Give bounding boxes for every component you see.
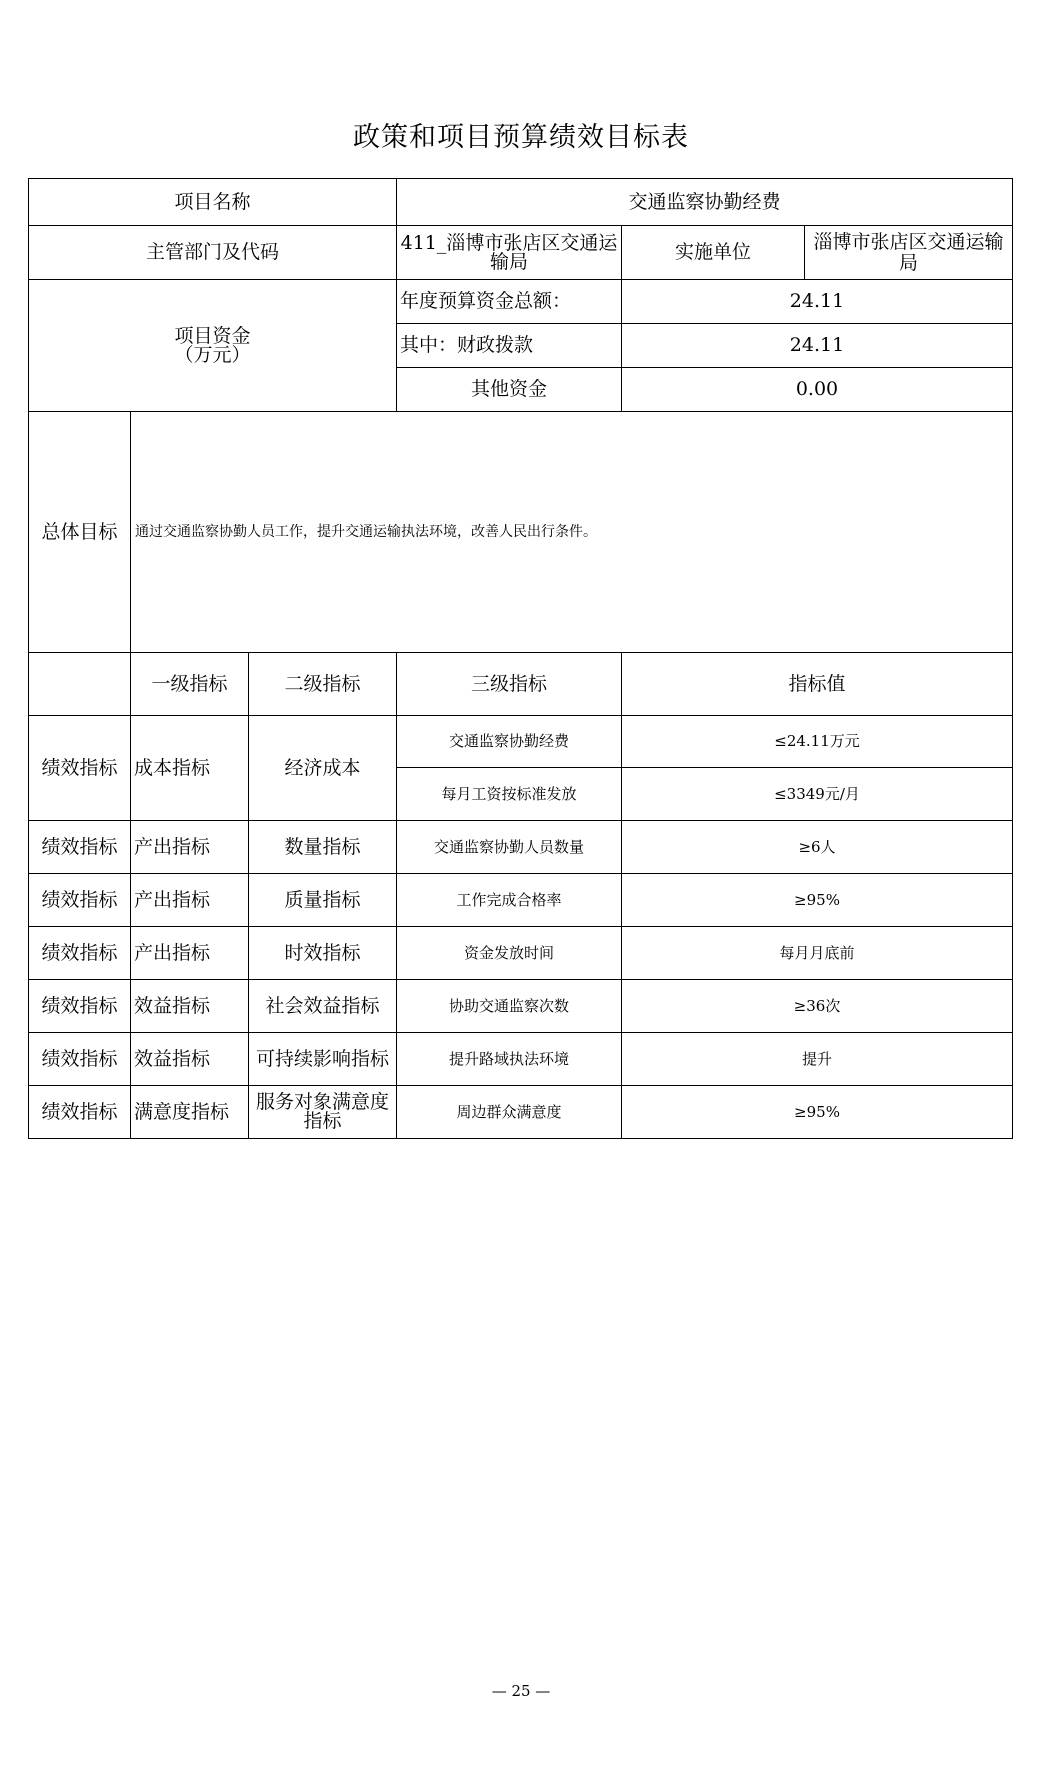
performance-target-table [28,178,1013,1139]
indicator-value: 提升 [622,1033,1013,1086]
goal-text: 通过交通监察协勤人员工作，提升交通运输执法环境，改善人民出行条件。 [131,412,1013,653]
indicator-value: ≥36次 [622,980,1013,1033]
funds-fiscal-label: 其中：财政拨款 [397,324,622,368]
header-level1: 一级指标 [131,653,249,716]
indicator-col3: 质量指标 [249,874,397,927]
indicator-col3: 数量指标 [249,821,397,874]
cost-item-1-value: ≤24.11万元 [622,716,1013,768]
indicator-col1: 绩效指标 [29,1086,131,1139]
header-level2: 二级指标 [249,653,397,716]
indicator-col2: 效益指标 [131,1033,249,1086]
header-indicator-value: 指标值 [622,653,1013,716]
funds-other-label: 其他资金 [397,368,622,412]
cost-col3: 经济成本 [249,716,397,821]
page-number: — 25 — [491,1682,551,1700]
indicator-col3: 社会效益指标 [249,980,397,1033]
indicator-value: ≥95% [622,874,1013,927]
indicator-col1: 绩效指标 [29,874,131,927]
header-blank [29,653,131,716]
project-name-row [29,179,1013,226]
funds-unit: （万元） [174,343,251,366]
indicator-col2: 产出指标 [131,821,249,874]
indicator-col3: 可持续影响指标 [249,1033,397,1086]
indicator-col2: 产出指标 [131,874,249,927]
indicator-col3: 时效指标 [249,927,397,980]
indicator-value: ≥95% [622,1086,1013,1139]
indicator-col1: 绩效指标 [29,1033,131,1086]
indicator-col4: 资金发放时间 [397,927,622,980]
indicator-row [29,1086,1013,1139]
indicator-col3-text: 服务对象满意度指标 [255,1091,389,1132]
cost-col1: 绩效指标 [29,716,131,821]
cost-col2: 成本指标 [131,716,249,821]
department-value [397,226,622,280]
header-level3: 三级指标 [397,653,622,716]
goal-label: 总体目标 [29,412,131,653]
indicator-value: 每月月底前 [622,927,1013,980]
funds-label-cell [29,280,397,412]
indicator-value: ≥6人 [622,821,1013,874]
funds-fiscal-value: 24.11 [622,324,1013,368]
indicator-col1: 绩效指标 [29,821,131,874]
department-value-text: 411_淄博市张店区交通运输局 [400,231,618,273]
indicator-row [29,874,1013,927]
goal-row [29,412,1013,653]
funds-label: 项目资金 [174,324,251,347]
department-label: 主管部门及代码 [29,226,397,280]
header-row [29,653,1013,716]
indicator-col4: 交通监察协勤人员数量 [397,821,622,874]
funds-row-total [29,280,1013,324]
indicator-col2: 满意度指标 [131,1086,249,1139]
indicator-col4: 提升路域执法环境 [397,1033,622,1086]
indicator-row [29,927,1013,980]
funds-other-value: 0.00 [622,368,1013,412]
indicator-col1: 绩效指标 [29,927,131,980]
impl-unit-label: 实施单位 [622,226,805,280]
indicator-row [29,980,1013,1033]
indicator-col4: 协助交通监察次数 [397,980,622,1033]
cost-item-2-name: 每月工资按标准发放 [397,768,622,821]
funds-total-label: 年度预算资金总额： [397,280,622,324]
cost-item-2-value: ≤3349元/月 [622,768,1013,821]
indicator-col2: 效益指标 [131,980,249,1033]
impl-unit-value: 淄博市张店区交通运输局 [805,226,1013,280]
indicator-col1: 绩效指标 [29,980,131,1033]
indicator-col4: 周边群众满意度 [397,1086,622,1139]
page-title: 政策和项目预算绩效目标表 [353,122,689,153]
indicator-col2: 产出指标 [131,927,249,980]
project-name-label: 项目名称 [29,179,397,226]
indicator-row [29,1033,1013,1086]
indicator-col4: 工作完成合格率 [397,874,622,927]
department-row [29,226,1013,280]
project-name-value: 交通监察协勤经费 [397,179,1013,226]
indicator-row [29,821,1013,874]
indicator-col3 [249,1086,397,1139]
cost-row-1 [29,716,1013,768]
funds-total-value: 24.11 [622,280,1013,324]
cost-item-1-name: 交通监察协勤经费 [397,716,622,768]
